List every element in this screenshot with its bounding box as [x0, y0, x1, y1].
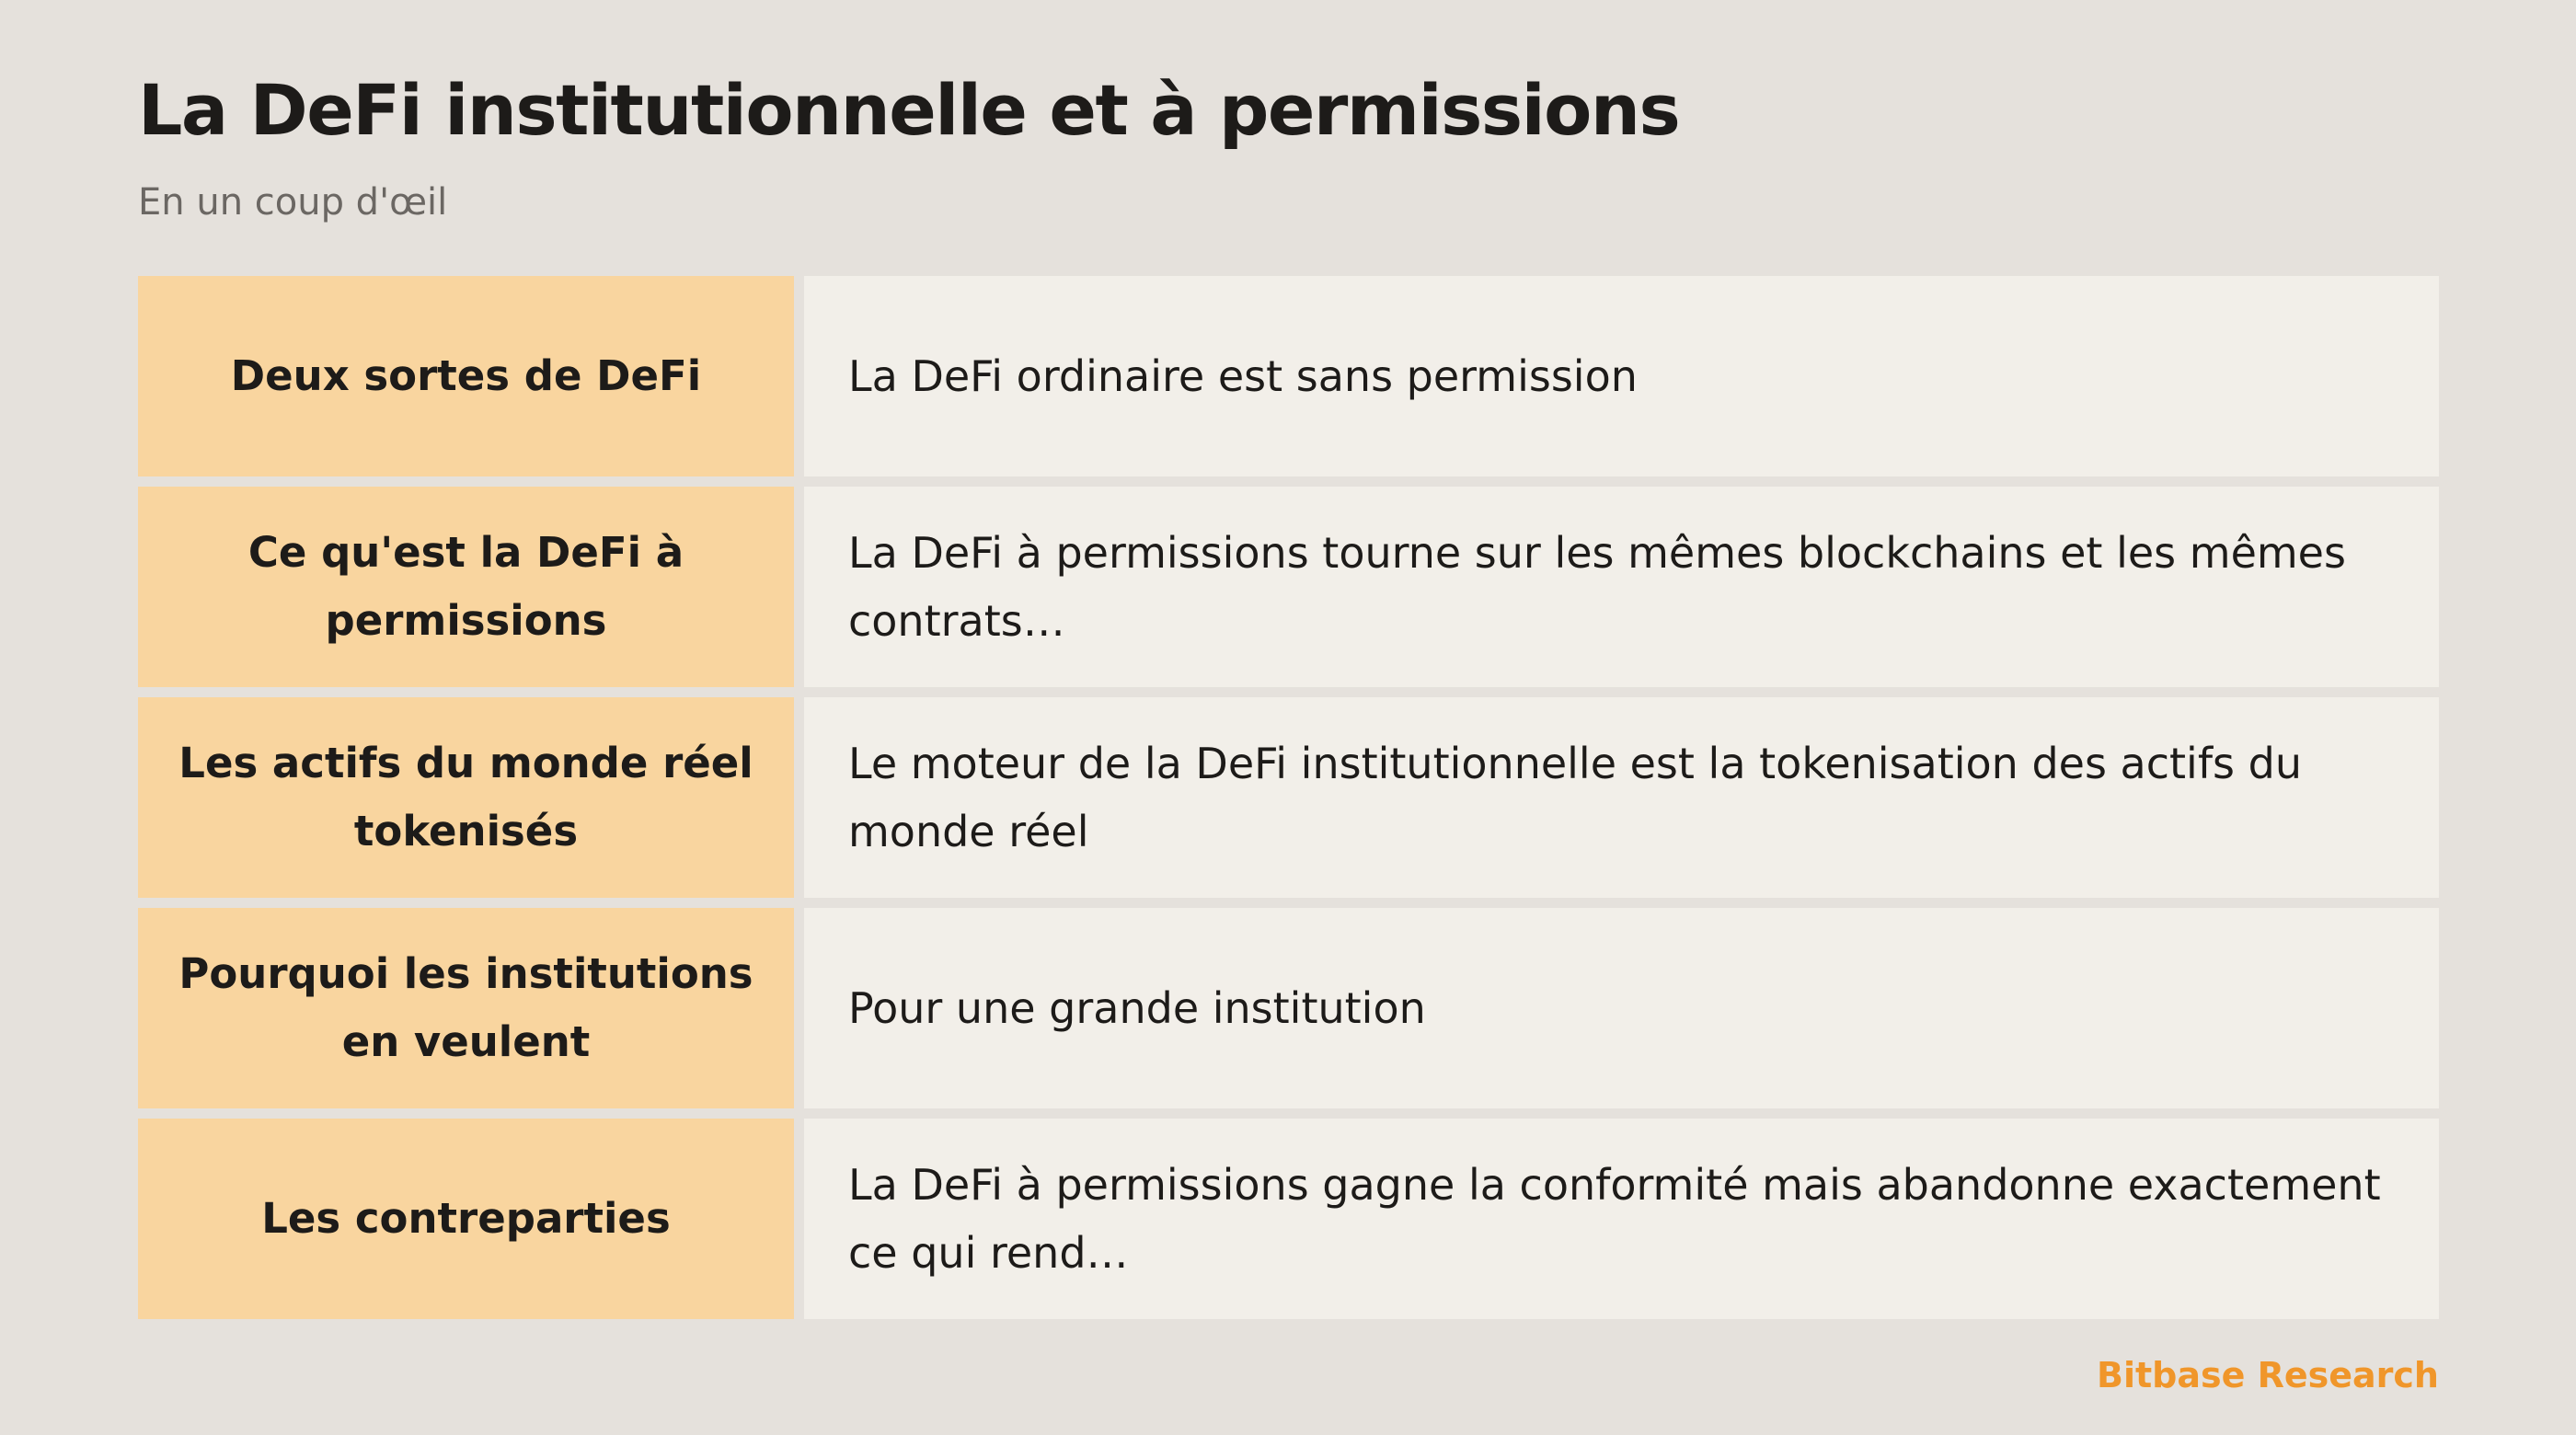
table-row	[138, 487, 2439, 687]
row-text: La DeFi ordinaire est sans permission	[848, 351, 1638, 401]
row-label: Deux sortes de DeFi	[230, 351, 702, 400]
row-label-cell	[138, 908, 794, 1108]
row-label: Les actifs du monde réel tokenisés	[178, 739, 753, 855]
row-label: Pourquoi les institutions en veulent	[178, 949, 753, 1066]
table-row	[138, 1119, 2439, 1319]
page	[138, 0, 2439, 1435]
row-label: Les contreparties	[261, 1194, 671, 1243]
row-text: Le moteur de la DeFi institutionnelle est la tokenisation des actifs du monde réel	[848, 739, 2302, 856]
row-text: La DeFi à permissions gagne la conformité mais abandonne exactement ce qui rend…	[848, 1160, 2381, 1278]
row-text-cell	[804, 697, 2439, 898]
row-text: Pour une grande institution	[848, 983, 1426, 1033]
row-label-cell	[138, 1119, 794, 1319]
row-text-cell	[804, 908, 2439, 1108]
table-row	[138, 908, 2439, 1108]
brand-footer: Bitbase Research	[2096, 1355, 2439, 1395]
row-text-cell	[804, 487, 2439, 687]
row-label: Ce qu'est la DeFi à permissions	[247, 528, 684, 645]
table-row	[138, 697, 2439, 898]
table-row	[138, 276, 2439, 476]
row-label-cell	[138, 487, 794, 687]
summary-table	[138, 276, 2439, 1319]
row-text-cell	[804, 276, 2439, 476]
page-title: La DeFi institutionnelle et à permissions	[138, 69, 1680, 151]
row-label-cell	[138, 697, 794, 898]
row-label-cell	[138, 276, 794, 476]
row-text-cell	[804, 1119, 2439, 1319]
row-text: La DeFi à permissions tourne sur les mêmes blockchains et les mêmes contrats…	[848, 528, 2346, 646]
page-subtitle: En un coup d'œil	[138, 181, 448, 224]
